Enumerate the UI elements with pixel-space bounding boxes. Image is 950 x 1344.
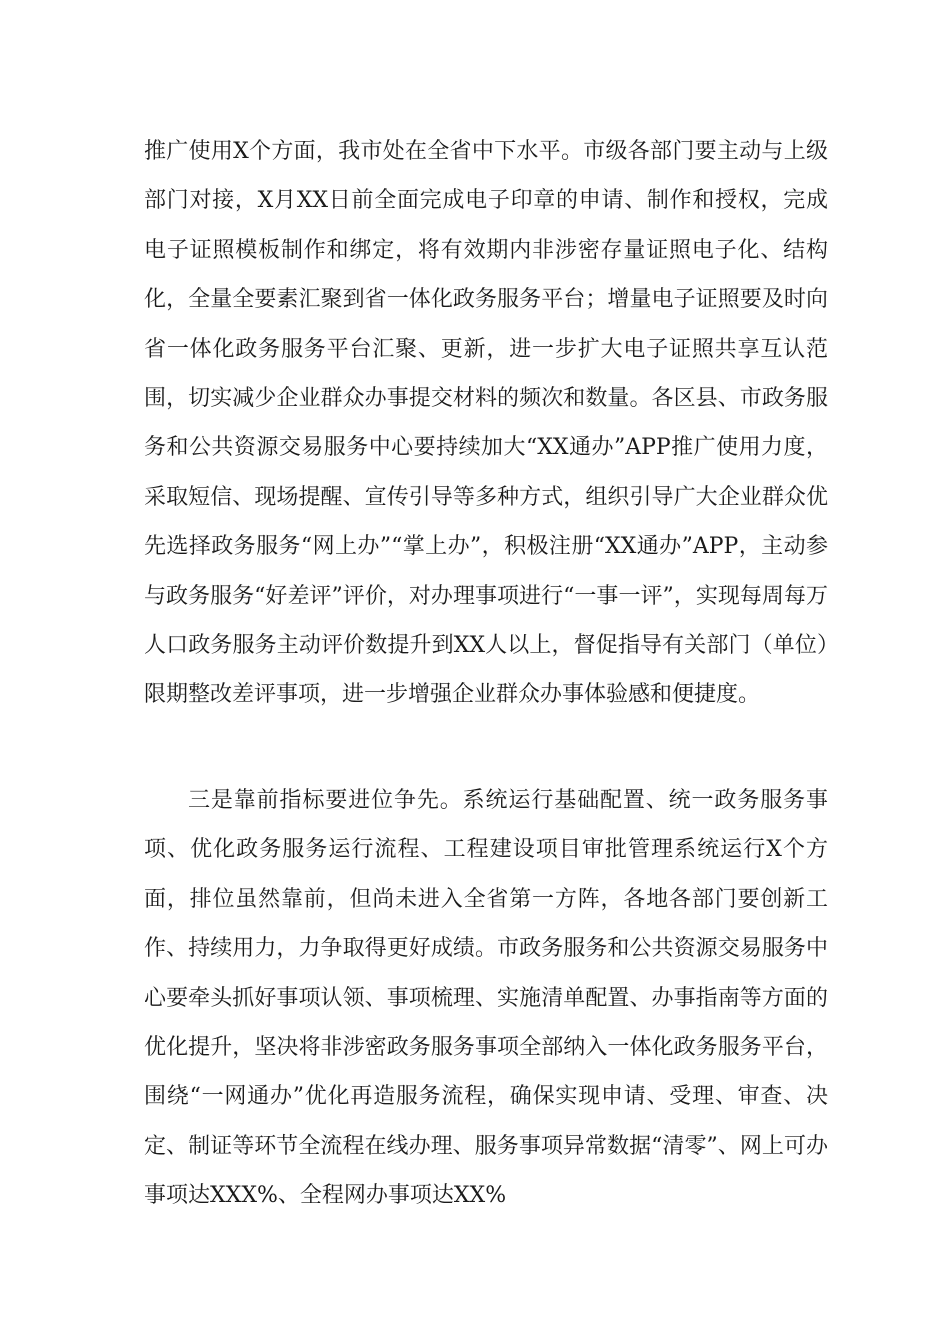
body-paragraph-1: 推广使用X个方面，我市处在全省中下水平。市级各部门要主动与上级部门对接，X月XX日前全面完成电子印章的申请、制作和授权，完成电子证照模板制作和绑定，将有效期内非涉密存量证照电子化、结构化，全量全要素汇聚到省一体化政务服务平台；增量电子证照要及时向省一体化政务服务平台汇聚、更新，进一步扩大电子证照共享互认范围，切实减少企业群众办事提交材料的频次和数量。各区县、市政务服务和公共资源交易服务中心要持续加大“XX通办”APP推广使用力度，采取短信、现场提醒、宣传引导等多种方式，组织引导广大企业群众优先选择政务服务“网上办”“掌上办”，积极注册“XX通办”APP，主动参与政务服务“好差评”评价，对办理事项进行“一事一评”，实现每周每万人口政务服务主动评价数提升到XX人以上，督促指导有关部门（单位）限期整改差评事项，进一步增强企业群众办事体验感和便捷度。 [144, 139, 828, 708]
body-paragraph-2: 三是靠前指标要进位争先。系统运行基础配置、统一政务服务事项、优化政务服务运行流程、工程建设项目审批管理系统运行X个方面，排位虽然靠前，但尚未进入全省第一方阵，各地各部门要创新工作、持续用力，力争取得更好成绩。市政务服务和公共资源交易服务中心要牵头抓好事项认领、事项梳理、实施清单配置、办事指南等方面的优化提升，坚决将非涉密政务服务事项全部纳入一体化政务服务平台，围绕“一网通办”优化再造服务流程，确保实现申请、受理、审查、决定、制证等环节全流程在线办理、服务事项异常数据“清零”、网上可办事项达XXX%、全程网办事项达XX% [144, 788, 828, 1209]
